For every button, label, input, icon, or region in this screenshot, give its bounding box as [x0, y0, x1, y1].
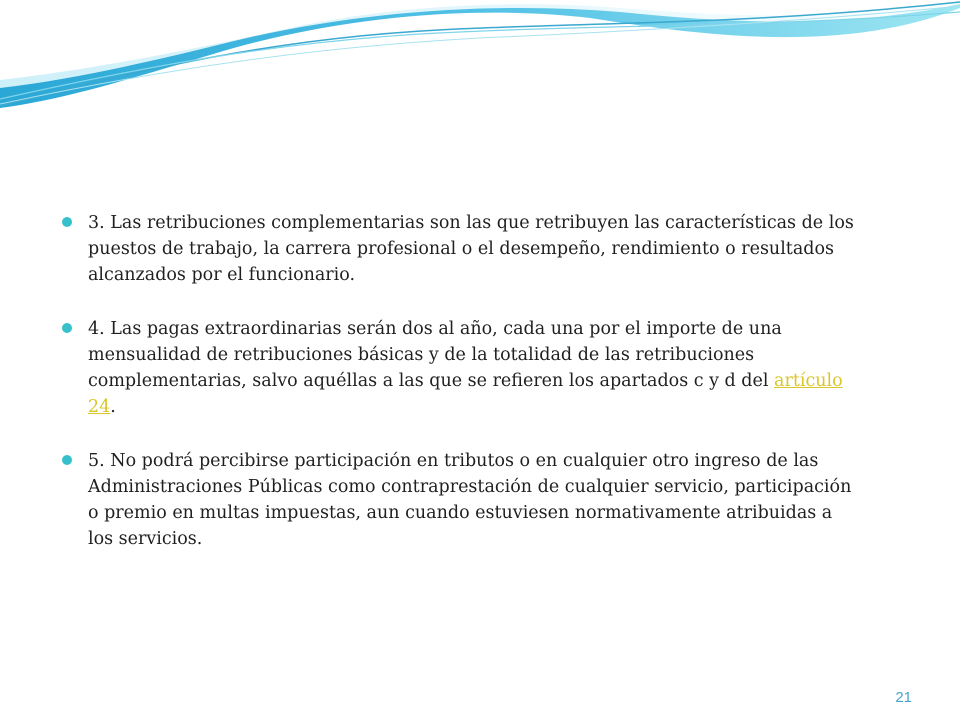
bullet-text: 5. No podrá percibirse participación en tributos o en cualquier otro ingreso de las Administraciones Públicas como contraprestación de cualquier servicio, participación o premio en multas impuestas, aun cuando estuviesen normativamente atribuidas a los servicios. — [88, 451, 852, 549]
bullet-dot-icon — [62, 217, 72, 227]
header-wave-decoration — [0, 0, 960, 115]
article-24-link[interactable]: artículo 24 — [88, 371, 843, 417]
bullet-text-before-link: 4. Las pagas extraordinarias serán dos al año, cada una por el importe de una mensualidad de retribuciones básicas y de la totalidad de las retribuciones complementarias, salvo aquéllas a las que se refieren los apartados c y d del — [88, 319, 782, 391]
bullet-text-after-link: . — [110, 397, 116, 417]
bullet-text: 3. Las retribuciones complementarias son las que retribuyen las características de los puestos de trabajo, la carrera profesional o el desempeño, rendimiento o resultados alcanzados por el funcionario. — [88, 213, 854, 285]
bullet-dot-icon — [62, 323, 72, 333]
bullet-dot-icon — [62, 455, 72, 465]
bullet-item-4 — [62, 316, 862, 420]
page-number: 21 — [895, 689, 912, 706]
bullet-item-5 — [62, 448, 862, 552]
bullet-text — [88, 316, 862, 420]
bullet-list — [62, 210, 862, 580]
bullet-item-3 — [62, 210, 862, 288]
